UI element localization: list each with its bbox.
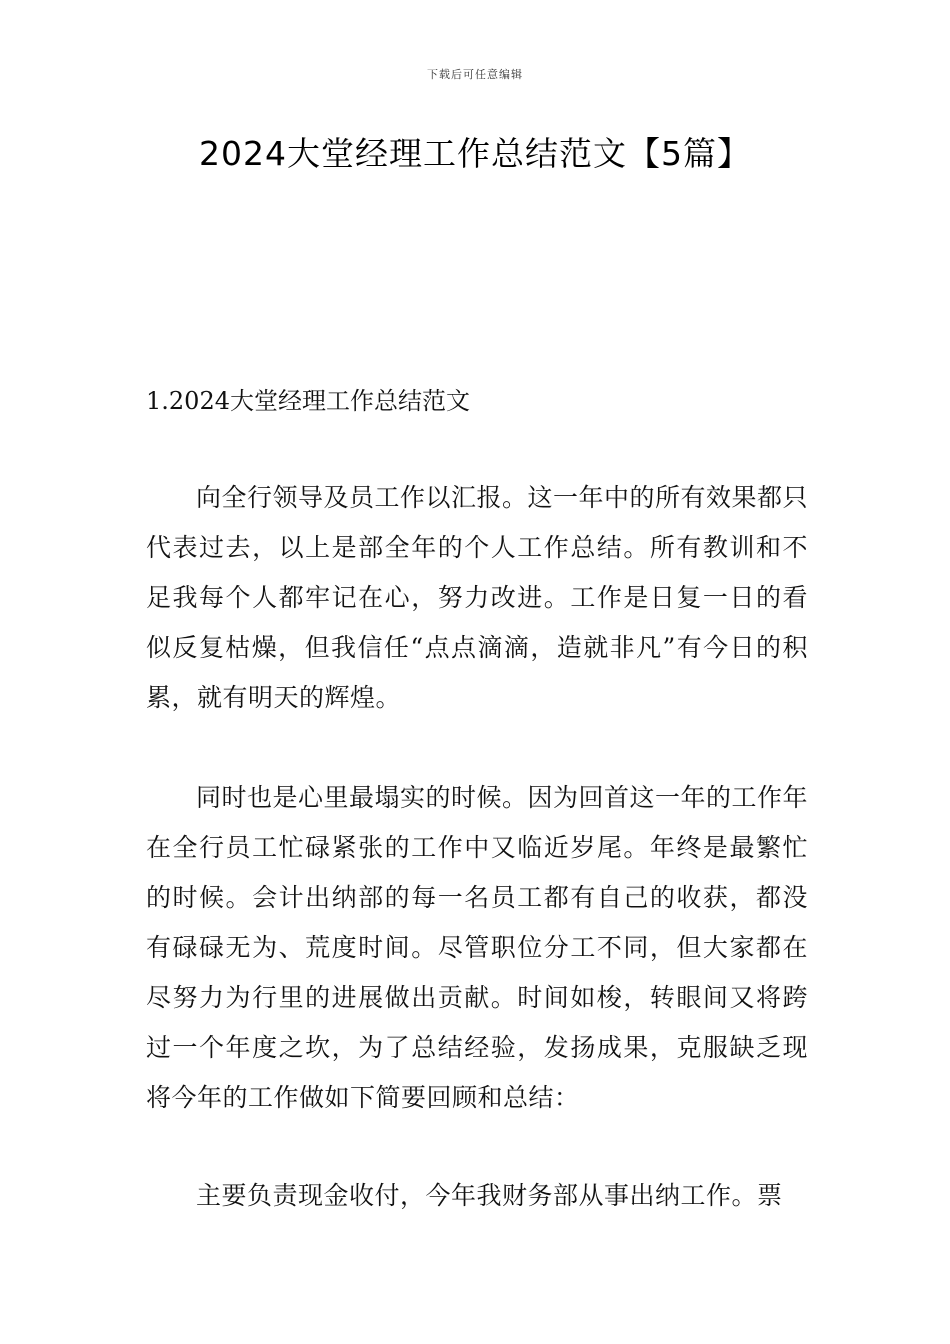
header-note: 下载后可任意编辑 (427, 68, 523, 81)
body-paragraph-3: 主要负责现金收付，今年我财务部从事出纳工作。票 (196, 1181, 783, 1210)
body-paragraph-1: 向全行领导及员工作以汇报。这一年中的所有效果都只代表过去，以上是部全年的个人工作总结。所有教训和不足我每个人都牢记在心，努力改进。工作是日复一日的看似反复枯燥，但我信任“点点滴滴，造就非凡”有今日的积累，就有明天的辉煌。 (146, 483, 809, 712)
document-title: 2024大堂经理工作总结范文【5篇】 (199, 134, 751, 173)
section-heading: 1.2024大堂经理工作总结范文 (146, 387, 470, 415)
body-paragraph-2: 同时也是心里最塌实的时候。因为回首这一年的工作年在全行员工忙碌紧张的工作中又临近岁尾。年终是最繁忙的时候。会计出纳部的每一名员工都有自己的收获，都没有碌碌无为、荒度时间。尽管职位分工不同，但大家都在尽努力为行里的进展做出贡献。时间如梭，转眼间又将跨过一个年度之坎，为了总结经验，发扬成果，克服缺乏现将今年的工作做如下简要回顾和总结： (146, 783, 809, 1112)
